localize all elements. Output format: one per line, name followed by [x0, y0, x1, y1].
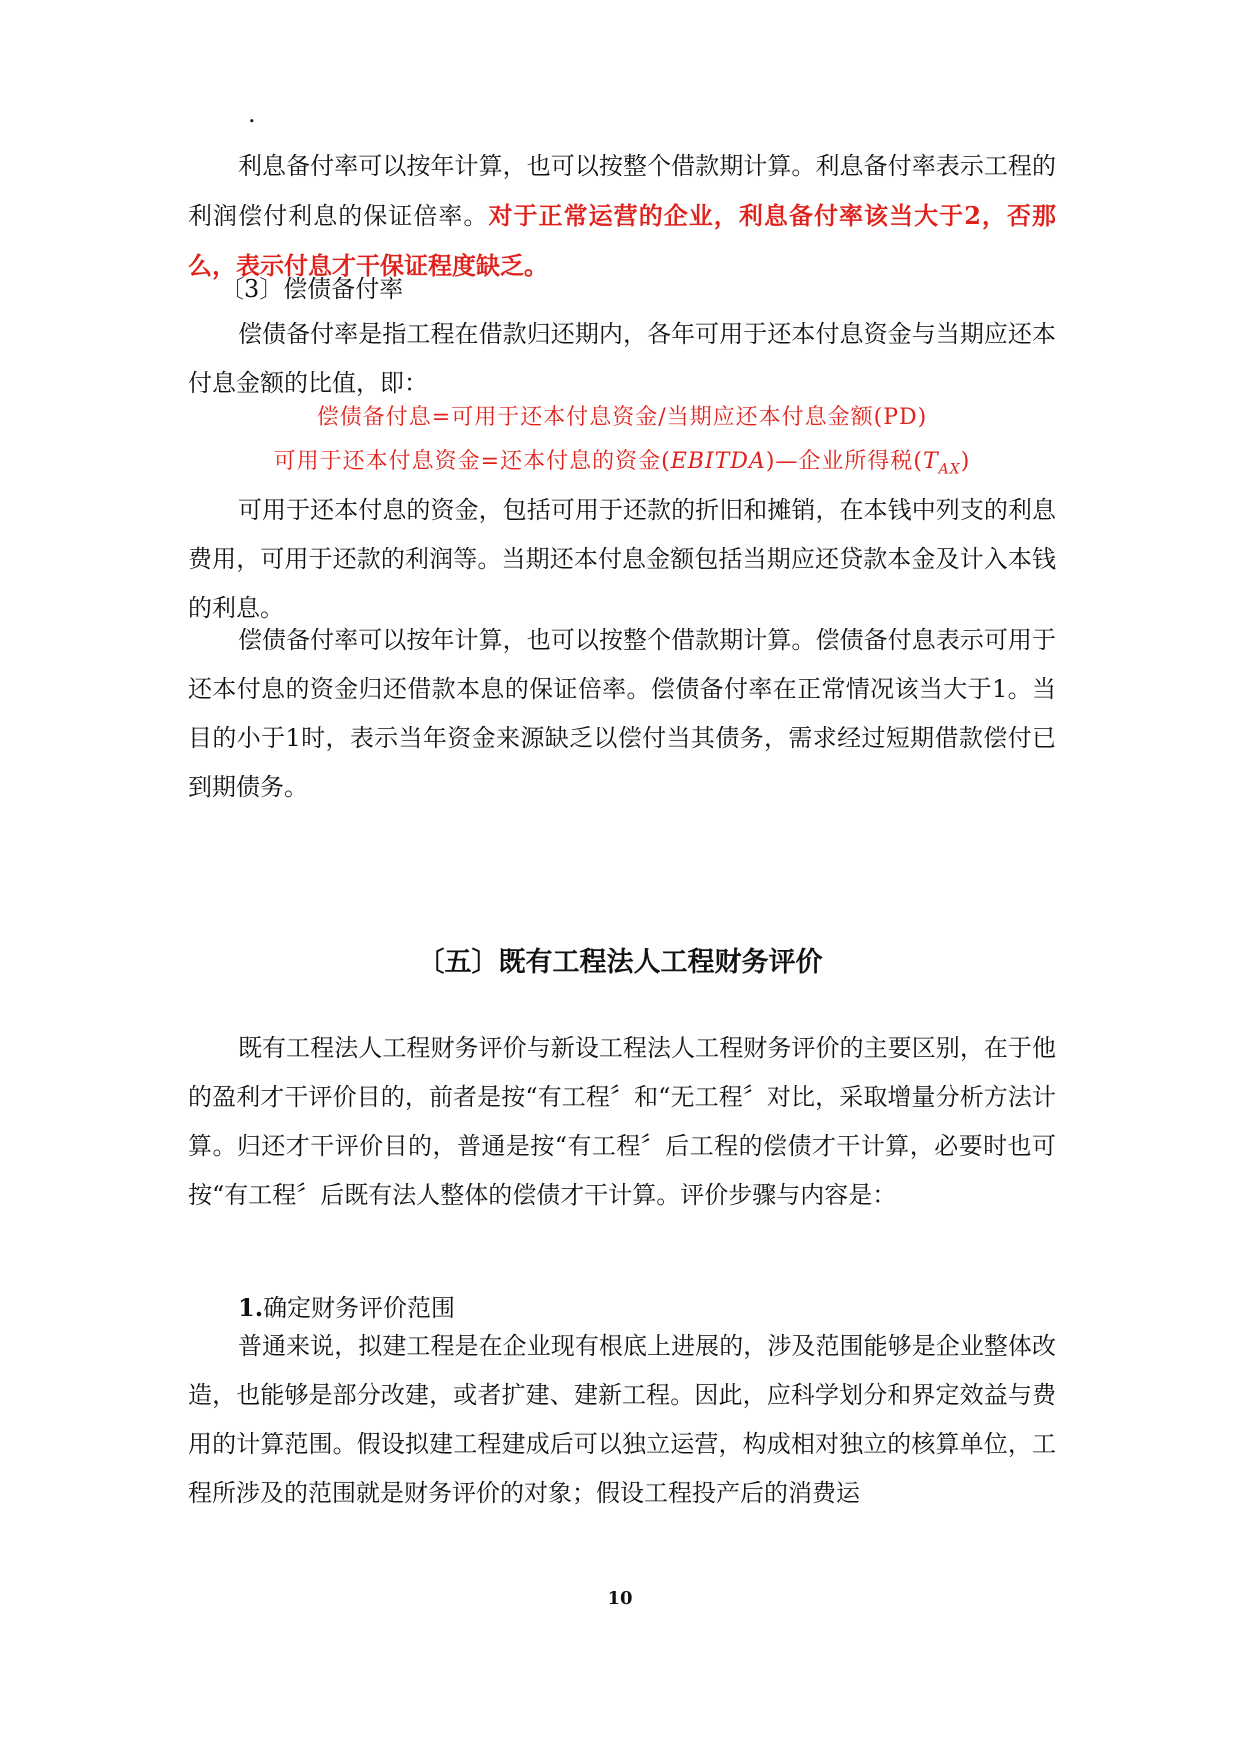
subheading-number: 1.: [238, 1293, 264, 1322]
top-mark: .: [248, 100, 256, 128]
formula-ebitda: EBITDA: [670, 449, 766, 474]
paragraph-repayment-funds: 可用于还本付息的资金，包括可用于还款的折旧和摊销，在本钱中列支的利息费用，可用于还款的利润等。当期还本付息金额包括当期应还贷款本金及计入本钱的利息。: [188, 496, 1056, 622]
page-number: 10: [607, 1588, 633, 1609]
formula-2-part: )—企业所得税(: [765, 449, 923, 474]
formula-ax: AX: [938, 461, 961, 478]
formula-2-part: ): [960, 449, 971, 474]
formula-2: [188, 444, 1056, 477]
formula-2-part: 可用于还本付息资金=还本付息的资金(: [273, 449, 671, 474]
paragraph-text: 利息备付率可以按年计算，也可以按整个借款期计算。利息备付率表示工程的利润偿付利息的保证倍率。: [188, 152, 1056, 230]
paragraph-scope: 普通来说，拟建工程是在企业现有根底上进展的，涉及范围能够是企业整体改造，也能够是部分改建，或者扩建、建新工程。因此，应科学划分和界定效益与费用的计算范围。假设拟建工程建成后可以独立运营，构成相对独立的核算单位，工程所涉及的范围就是财务评价的对象；假设工程投产后的消费运: [188, 1332, 1056, 1507]
paragraph-debt-coverage-detail: 偿债备付率可以按年计算，也可以按整个借款期计算。偿债备付息表示可用于还本付息的资金归还借款本息的保证倍率。偿债备付率在正常情况该当大于1。当目的小于1时，表示当年资金来源缺乏以偿付当其债务，需求经过短期借款偿付已到期债务。: [188, 626, 1056, 801]
paragraph-debt-coverage: 偿债备付率是指工程在借款归还期内，各年可用于还本付息资金与当期应还本付息金额的比值，即：: [188, 320, 1056, 397]
highlighted-text: 对于正常运营的企业，利息备付率该当大于2，否那么，表示付息才干保证程度缺乏。: [188, 201, 1057, 280]
subheading-title: 确定财务评价范围: [263, 1294, 456, 1322]
formula-t: T: [922, 449, 939, 474]
subheading-1: [238, 1288, 455, 1323]
paragraph-existing-project: 既有工程法人工程财务评价与新设工程法人工程财务评价的主要区别，在于他的盈利才干评价目的，前者是按“有工程〞和“无工程〞对比，采取增量分析方法计算。归还才干评价目的，普通是按“有工程〞后工程的偿债才干计算，必要时也可按“有工程〞后既有法人整体的偿债才干计算。评价步骤与内容是：: [188, 1034, 1056, 1209]
formula-tax-symbol: [922, 449, 961, 478]
formula-1: 偿债备付息=可用于还本付息资金/当期应还本付息金额(PD): [316, 405, 928, 430]
item-3-title: 〔3〕偿债备付率: [220, 275, 404, 303]
section-heading: 〔五〕既有工程法人工程财务评价: [417, 947, 823, 978]
